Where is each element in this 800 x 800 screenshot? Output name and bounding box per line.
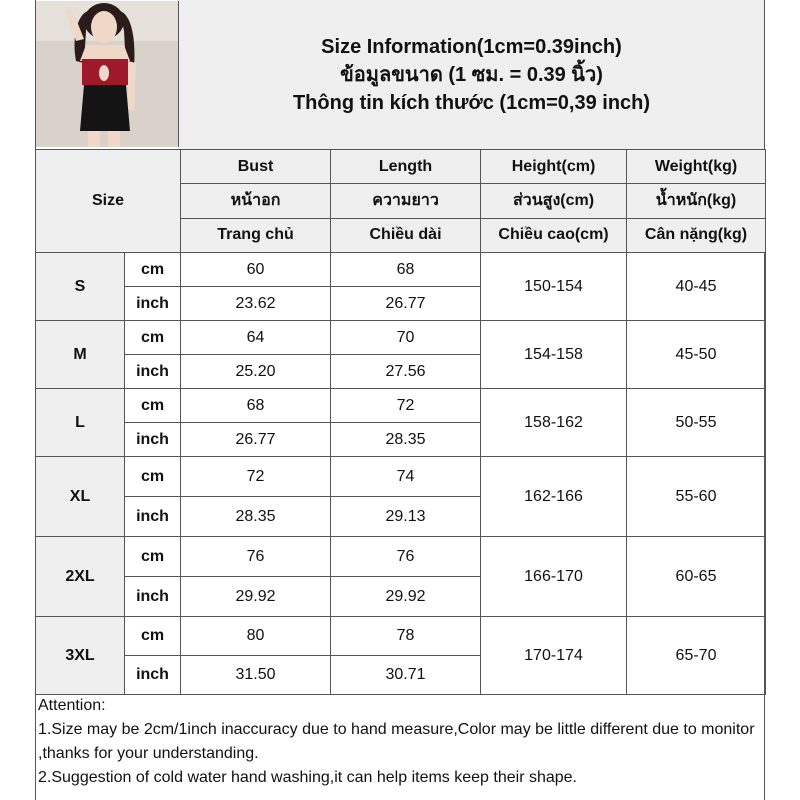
weight-range: 55-60 bbox=[627, 457, 766, 537]
size-table bbox=[35, 149, 766, 695]
attention-note-1: 1.Size may be 2cm/1inch inaccuracy due to hand measure,Color may be little different due to monitor ,thanks for your understanding. bbox=[38, 721, 755, 762]
bust-inch: 28.35 bbox=[181, 497, 331, 537]
table-row bbox=[36, 537, 766, 577]
product-photo-icon bbox=[36, 1, 178, 147]
unit-cm: cm bbox=[125, 457, 181, 497]
product-photo bbox=[36, 1, 179, 147]
header-height-th: ส่วนสูง(cm) bbox=[481, 184, 627, 218]
weight-range: 50-55 bbox=[627, 389, 766, 457]
bust-cm: 72 bbox=[181, 457, 331, 497]
unit-inch: inch bbox=[125, 423, 181, 457]
length-inch: 27.56 bbox=[331, 355, 481, 389]
length-inch: 28.35 bbox=[331, 423, 481, 457]
title-vietnamese: Thông tin kích thước (1cm=0,39 inch) bbox=[292, 91, 651, 114]
bust-inch: 29.92 bbox=[181, 577, 331, 617]
height-range: 170-174 bbox=[481, 617, 627, 695]
table-row bbox=[36, 457, 766, 497]
bust-inch: 23.62 bbox=[181, 287, 331, 321]
length-cm: 72 bbox=[331, 389, 481, 423]
header-weight-vi: Cân nặng(kg) bbox=[627, 218, 766, 252]
size-cell: 2XL bbox=[36, 537, 125, 617]
height-range: 166-170 bbox=[481, 537, 627, 617]
title-english: Size Information(1cm=0.39inch) bbox=[321, 35, 622, 58]
unit-cm: cm bbox=[125, 389, 181, 423]
height-range: 154-158 bbox=[481, 321, 627, 389]
header-length-th: ความยาว bbox=[331, 184, 481, 218]
size-cell: L bbox=[36, 389, 125, 457]
bust-inch: 31.50 bbox=[181, 656, 331, 695]
size-information-title bbox=[179, 0, 764, 149]
weight-range: 45-50 bbox=[627, 321, 766, 389]
header-bust-en: Bust bbox=[181, 150, 331, 184]
table-row bbox=[36, 253, 766, 287]
unit-cm: cm bbox=[125, 537, 181, 577]
attention-heading: Attention: bbox=[38, 697, 106, 714]
bust-cm: 60 bbox=[181, 253, 331, 287]
length-cm: 78 bbox=[331, 617, 481, 656]
header-weight-en: Weight(kg) bbox=[627, 150, 766, 184]
length-inch: 30.71 bbox=[331, 656, 481, 695]
unit-cm: cm bbox=[125, 617, 181, 656]
length-inch: 29.13 bbox=[331, 497, 481, 537]
attention-notes bbox=[36, 694, 764, 800]
weight-range: 60-65 bbox=[627, 537, 766, 617]
unit-cm: cm bbox=[125, 253, 181, 287]
length-cm: 76 bbox=[331, 537, 481, 577]
unit-inch: inch bbox=[125, 577, 181, 617]
title-thai: ข้อมูลขนาด (1 ซม. = 0.39 นิ้ว) bbox=[340, 63, 603, 86]
unit-inch: inch bbox=[125, 656, 181, 695]
attention-note-2: 2.Suggestion of cold water hand washing,it can help items keep their shape. bbox=[38, 769, 577, 786]
unit-inch: inch bbox=[125, 497, 181, 537]
table-row bbox=[36, 389, 766, 423]
unit-cm: cm bbox=[125, 321, 181, 355]
header-bust-th: หน้าอก bbox=[181, 184, 331, 218]
header-row-english bbox=[36, 150, 766, 184]
size-cell: M bbox=[36, 321, 125, 389]
header-bust-vi: Trang chủ bbox=[181, 218, 331, 252]
size-cell: S bbox=[36, 253, 125, 321]
bust-cm: 64 bbox=[181, 321, 331, 355]
bust-inch: 25.20 bbox=[181, 355, 331, 389]
length-cm: 68 bbox=[331, 253, 481, 287]
header-height-en: Height(cm) bbox=[481, 150, 627, 184]
length-cm: 70 bbox=[331, 321, 481, 355]
height-range: 162-166 bbox=[481, 457, 627, 537]
height-range: 158-162 bbox=[481, 389, 627, 457]
length-cm: 74 bbox=[331, 457, 481, 497]
header-length-vi: Chiều dài bbox=[331, 218, 481, 252]
bust-cm: 76 bbox=[181, 537, 331, 577]
header-weight-th: น้ำหนัก(kg) bbox=[627, 184, 766, 218]
bust-cm: 68 bbox=[181, 389, 331, 423]
header-length-en: Length bbox=[331, 150, 481, 184]
size-cell: 3XL bbox=[36, 617, 125, 695]
bust-inch: 26.77 bbox=[181, 423, 331, 457]
weight-range: 40-45 bbox=[627, 253, 766, 321]
header-height-vi: Chiều cao(cm) bbox=[481, 218, 627, 252]
unit-inch: inch bbox=[125, 355, 181, 389]
size-column-header: Size bbox=[36, 150, 181, 253]
table-row bbox=[36, 617, 766, 656]
size-cell: XL bbox=[36, 457, 125, 537]
bust-cm: 80 bbox=[181, 617, 331, 656]
table-row bbox=[36, 321, 766, 355]
unit-inch: inch bbox=[125, 287, 181, 321]
length-inch: 26.77 bbox=[331, 287, 481, 321]
weight-range: 65-70 bbox=[627, 617, 766, 695]
height-range: 150-154 bbox=[481, 253, 627, 321]
length-inch: 29.92 bbox=[331, 577, 481, 617]
